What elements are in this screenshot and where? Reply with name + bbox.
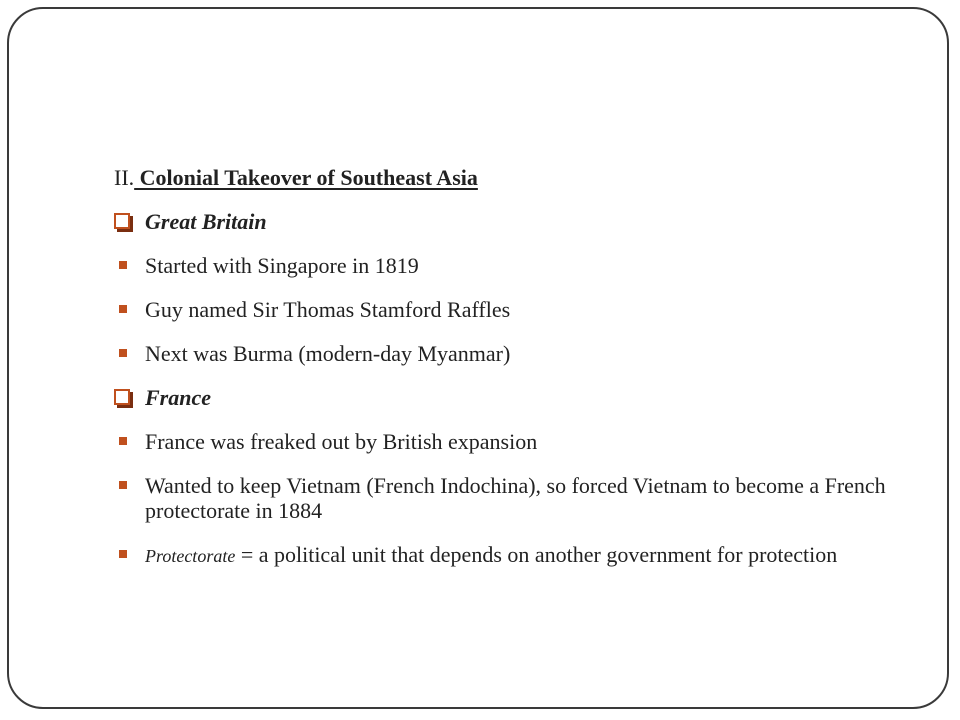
definition-term: Protectorate (145, 546, 236, 566)
square-bullet-icon (119, 437, 127, 445)
slide-frame (7, 7, 949, 709)
list-item-definition (114, 542, 914, 569)
section-label: France (145, 385, 211, 410)
list-item-text: Guy named Sir Thomas Stamford Raffles (145, 297, 511, 322)
square-bullet-icon (119, 261, 127, 269)
list-item (114, 341, 914, 366)
slide-heading (114, 165, 914, 190)
heading-title: Colonial Takeover of Southeast Asia (134, 165, 478, 190)
checkbox-bullet-icon (114, 389, 130, 405)
heading-number: II. (114, 165, 135, 190)
square-bullet-icon (119, 550, 127, 558)
square-bullet-icon (119, 305, 127, 313)
definition-text: = a political unit that depends on another government for protection (235, 542, 838, 567)
square-bullet-icon (119, 349, 127, 357)
slide-content (114, 165, 914, 588)
list-item-text: Next was Burma (modern-day Myanmar) (145, 341, 511, 366)
list-item-text: France was freaked out by British expansion (145, 429, 538, 454)
list-item-text: Started with Singapore in 1819 (145, 253, 419, 278)
section-france (114, 385, 914, 410)
list-item (114, 297, 914, 322)
list-item (114, 473, 914, 523)
checkbox-bullet-icon (114, 213, 130, 229)
section-label: Great Britain (145, 209, 267, 234)
list-item (114, 429, 914, 454)
list-item-text: Wanted to keep Vietnam (French Indochina), so forced Vietnam to become a French protectorate in 1884 (145, 473, 886, 523)
square-bullet-icon (119, 481, 127, 489)
list-item (114, 253, 914, 278)
section-great-britain (114, 209, 914, 234)
